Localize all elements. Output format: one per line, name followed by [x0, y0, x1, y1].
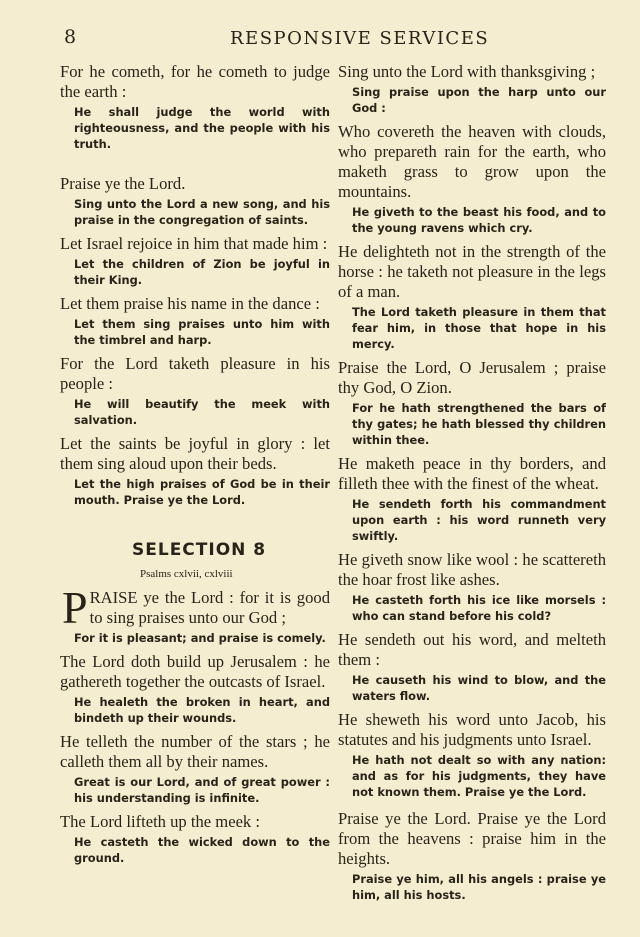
verse: Praise ye the Lord. Praise ye the Lord from the heavens : praise him in the heights.	[338, 809, 606, 868]
response: Let the high praises of God be in their mouth. Praise ye the Lord.	[74, 477, 330, 507]
verse: He telleth the number of the stars ; he calleth them all by their names.	[60, 732, 330, 771]
verse: Let them praise his name in the dance :	[60, 294, 320, 313]
response: Praise ye him, all his angels : praise ye him, all his hosts.	[352, 872, 606, 902]
response: Sing unto the Lord a new song, and his praise in the congregation of saints.	[74, 197, 330, 227]
verse: Sing unto the Lord with thanksgiving ;	[338, 62, 596, 81]
left-column	[60, 62, 330, 866]
verse: Praise the Lord, O Jerusalem ; praise thy God, O Zion.	[338, 358, 606, 397]
response: Let the children of Zion be joyful in their King.	[74, 257, 330, 287]
right-column	[338, 62, 606, 903]
verse: He giveth snow like wool : he scattereth the hoar frost like ashes.	[338, 550, 606, 589]
verse-first-text: RAISE ye the Lord : for it is good to sing praises unto our God ;	[89, 588, 330, 627]
verse: He delighteth not in the strength of the horse : he taketh not pleasure in the legs of a man.	[338, 242, 606, 301]
response: He hath not dealt so with any nation: and as for his judgments, they have not known them. Praise ye the Lord.	[352, 753, 606, 799]
response: For it is pleasant; and praise is comely.	[74, 631, 326, 645]
verse-first	[60, 582, 330, 633]
response: Sing praise upon the harp unto our God :	[352, 85, 606, 115]
verse: He sheweth his word unto Jacob, his statutes and his judgments unto Israel.	[338, 710, 606, 749]
response: The Lord taketh pleasure in them that fear him, in those that hope in his mercy.	[352, 305, 606, 351]
response: He healeth the broken in heart, and bindeth up their wounds.	[74, 695, 330, 725]
response: He shall judge the world with righteousness, and the people with his truth.	[74, 105, 330, 151]
response: He casteth the wicked down to the ground.	[74, 835, 330, 865]
response: For he hath strengthened the bars of thy gates; he hath blessed thy children within thee.	[352, 401, 606, 447]
verse: The Lord doth build up Jerusalem : he gathereth together the outcasts of Israel.	[60, 652, 330, 691]
verse: He sendeth out his word, and melteth them :	[338, 630, 606, 669]
response: Let them sing praises unto him with the timbrel and harp.	[74, 317, 330, 347]
verse: Who covereth the heaven with clouds, who prepareth rain for the earth, who maketh grass to grow upon the mountains.	[338, 122, 606, 201]
response: He sendeth forth his commandment upon earth : his word runneth very swiftly.	[352, 497, 606, 543]
response: Great is our Lord, and of great power : his understanding is infinite.	[74, 775, 330, 805]
response: He giveth to the beast his food, and to the young ravens which cry.	[352, 205, 606, 235]
page-number: 8	[64, 26, 77, 48]
verse: For he cometh, for he cometh to judge the earth :	[60, 62, 330, 101]
drop-cap: P	[62, 582, 88, 633]
verse: Let the saints be joyful in glory : let them sing aloud upon their beds.	[60, 434, 330, 473]
selection-title: SELECTION 8	[132, 540, 267, 560]
verse: The Lord lifteth up the meek :	[60, 812, 260, 831]
selection-psalms: Psalms cxlvii, cxlviii	[140, 568, 233, 580]
response: He casteth forth his ice like morsels : who can stand before his cold?	[352, 593, 606, 623]
verse: For the Lord taketh pleasure in his people :	[60, 354, 330, 393]
verse: Let Israel rejoice in him that made him :	[60, 234, 328, 253]
running-title: RESPONSIVE SERVICES	[230, 28, 490, 49]
verse: He maketh peace in thy borders, and filleth thee with the finest of the wheat.	[338, 454, 606, 493]
verse: Praise ye the Lord.	[60, 174, 186, 193]
response: He will beautify the meek with salvation.	[74, 397, 330, 427]
response: He causeth his wind to blow, and the waters flow.	[352, 673, 606, 703]
